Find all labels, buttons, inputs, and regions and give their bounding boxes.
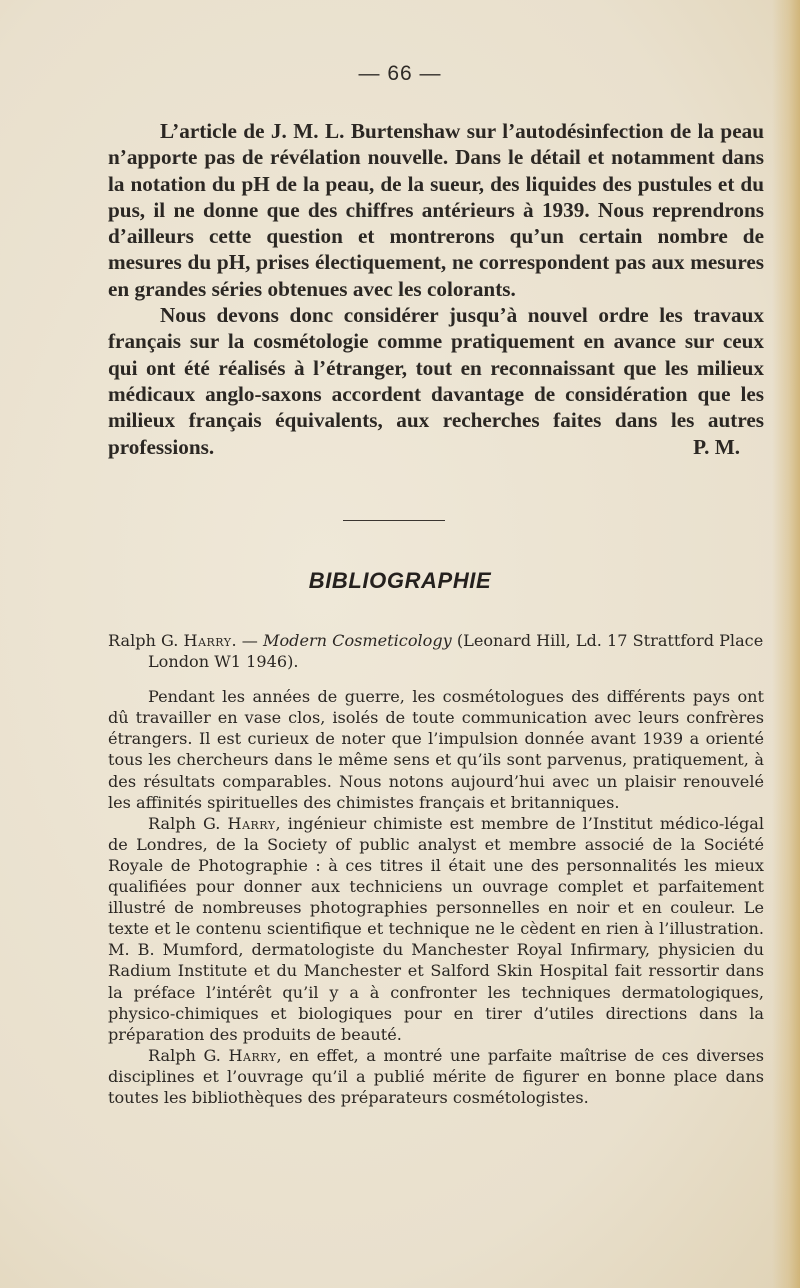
conclusion-paragraph-2-text: Nous devons donc considérer jusqu’à nouvel ordre les travaux français sur la cosmétologie comme pratiquement en avance sur ceux qui ont été réalisés à l’étranger, tout en reconnaissant que les milieux médicaux anglo-saxons accordent davantage de considération que les milieux français équivalents, aux recherches faites dans les autres professions. (108, 303, 764, 459)
review-paragraph-3 (108, 1045, 764, 1108)
reference-author-last: Harry (183, 631, 232, 650)
review-paragraph-3-name-first: Ralph G. (148, 1045, 221, 1065)
section-heading: BIBLIOGRAPHIE (308, 568, 492, 593)
reference-separator: . — (231, 631, 258, 650)
review-paragraph-2 (108, 813, 764, 1045)
review-paragraph-3-name-last: Harry (228, 1045, 277, 1065)
article-conclusion (108, 118, 764, 460)
section-divider (343, 520, 445, 521)
page-edge-shadow (772, 0, 800, 1288)
review-paragraph-2-name-first: Ralph G. (148, 813, 221, 833)
review-paragraph-2-text: , ingénieur chimiste est membre de l’Institut médico-légal de Londres, de la Society of public analyst et membre associé de la Société Royale de Photographie : à ces titres il était une des personnalités les mieux qualifiées pour donner aux techniciens un ouvrage complet et parfaitement illustré de nombreuses photographies personnelles en noir et en couleur. Le texte et le contenu scientifique et technique ne le cèdent en rien à l’illustration. M. B. Mumford, dermatologiste du Manchester Royal Infirmary, physicien du Radium Institute et du Manchester et Salford Skin Hospital fait ressortir dans la préface l’intérêt qu’il y a à confronter les techniques dermatologiques, physico-chimiques et biologiques pour en tirer d’utiles directions dans la préparation des produits de beauté. (108, 813, 764, 1044)
review-paragraph-1: Pendant les années de guerre, les cosmétologues des différents pays ont dû travailler en vase clos, isolés de toute communication avec leurs confrères étrangers. Il est curieux de noter que l’impulsion donnée avant 1939 a orienté tous les chercheurs dans le même sens et qu’ils sont parvenus, pratiquement, à des résultats comparables. Nous notons aujourd’hui avec un plaisir renouvelé les affinités spirituelles des chimistes français et britanniques. (108, 687, 764, 812)
book-title: Modern Cosmeticology (262, 631, 452, 650)
book-reference (108, 630, 764, 672)
review-paragraph-3-text: , en effet, a montré une parfaite maîtrise de ces diverses disciplines et l’ouvrage qu’il a publié mérite de figurer en bonne place dans toutes les bibliothèques des préparateurs cosmétologistes. (108, 1045, 764, 1107)
conclusion-paragraph-1: L’article de J. M. L. Burtenshaw sur l’autodésinfection de la peau n’apporte pas de révélation nouvelle. Dans le détail et notamment dans la notation du pH de la peau, de la sueur, des liquides des pustules et du pus, il ne donne que des chiffres antérieurs à 1939. Nous reprendrons d’ailleurs cette question et montrerons qu’un certain nombre de mesures du pH, prises électiquement, ne correspondent pas aux mesures en grandes séries obtenues avec les colorants. (108, 119, 764, 301)
page-number: — 66 — (358, 62, 442, 85)
book-publisher: (Leonard Hill, Ld. 17 Strattford Place London W1 1946). (148, 631, 764, 672)
author-signature: P. M. (693, 434, 740, 459)
conclusion-paragraph-2 (108, 302, 764, 460)
review-paragraph-2-name-last: Harry (227, 813, 276, 833)
bibliography-entry (108, 630, 764, 1108)
reference-author-first: Ralph G. (108, 631, 179, 650)
